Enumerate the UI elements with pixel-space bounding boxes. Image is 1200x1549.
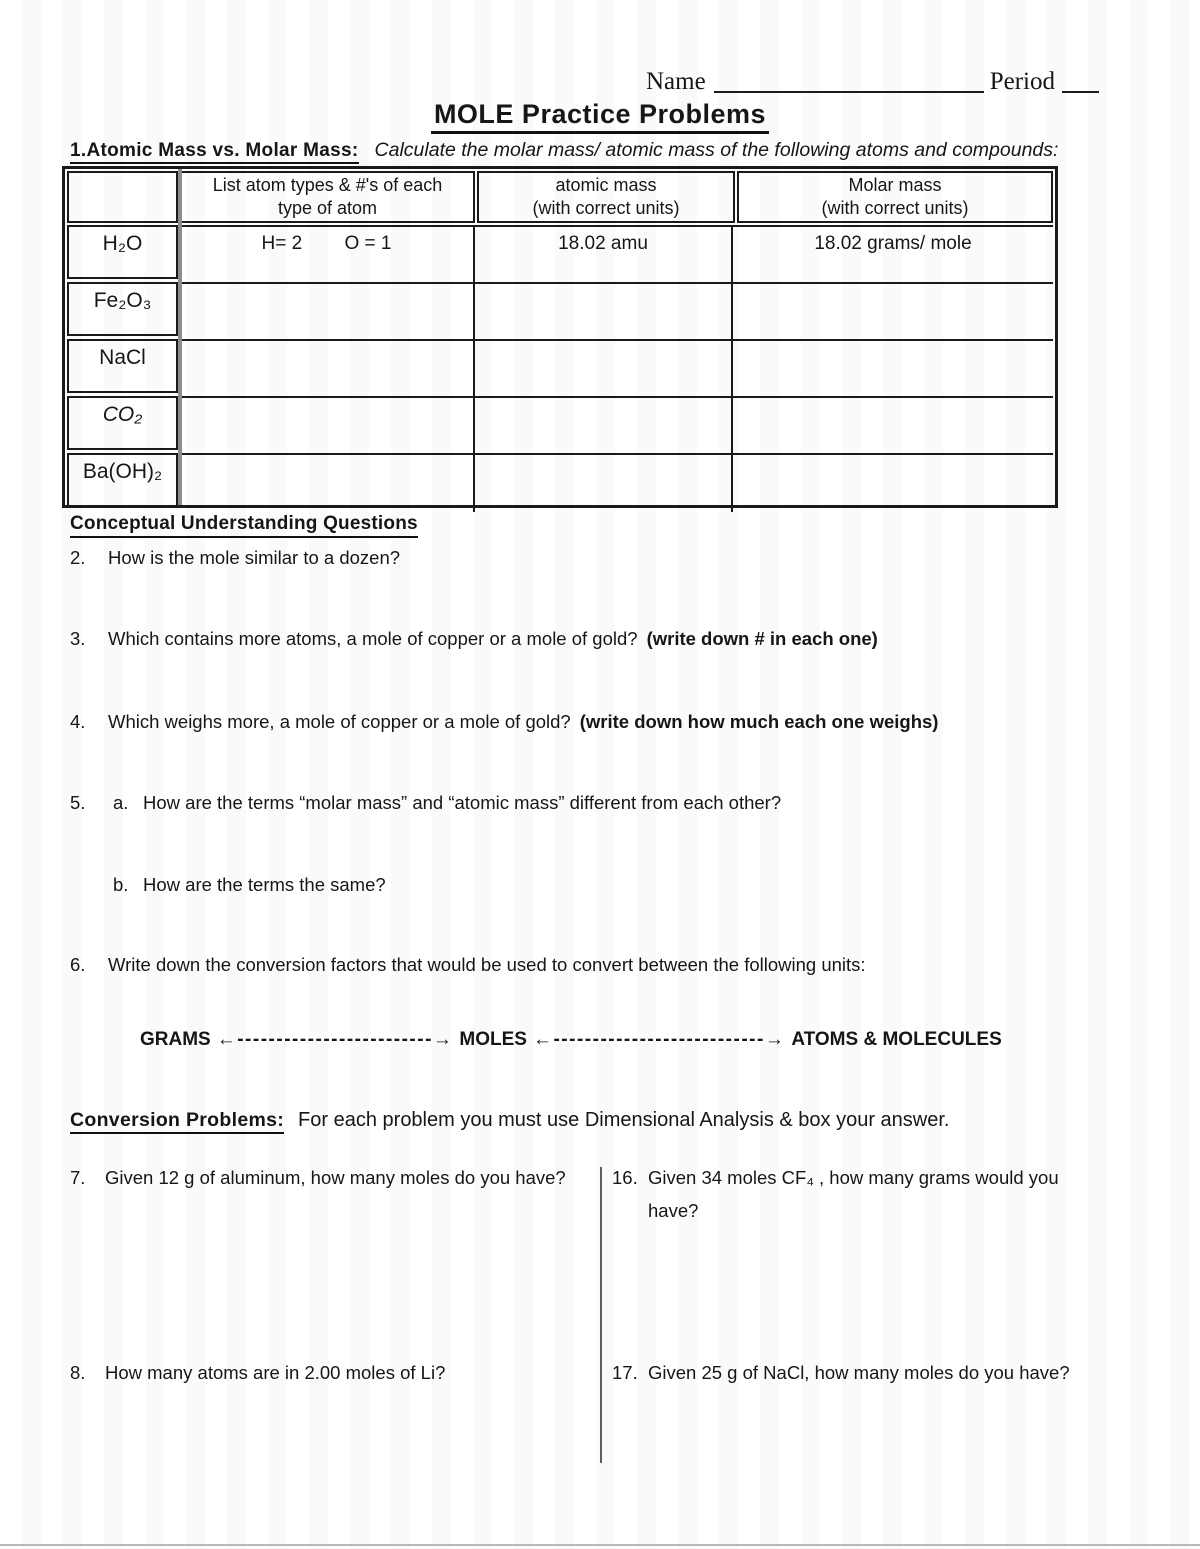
period-label: Period <box>989 68 1055 95</box>
diagram-atoms-label: ATOMS & MOLECULES <box>791 1029 1002 1050</box>
cell-co2-atoms <box>180 398 475 455</box>
problems-column-divider <box>600 1167 602 1463</box>
cell-baoh2-atoms <box>180 455 475 512</box>
conversion-diagram <box>140 1029 1002 1051</box>
cell-baoh2-molar-mass <box>733 455 1053 512</box>
problem-17 <box>612 1356 1070 1389</box>
question-2-number: 2. <box>70 547 86 568</box>
cell-baoh2-atomic-mass <box>475 455 733 512</box>
question-5b-letter: b. <box>113 874 129 895</box>
formula-fe2o3: Fe₂O₃ <box>67 282 178 336</box>
header-line: (with correct units) <box>532 198 680 218</box>
conversion-heading-row <box>70 1109 949 1132</box>
period-blank-field <box>1062 69 1099 93</box>
table-column-divider <box>178 169 182 505</box>
diagram-moles-label: MOLES <box>459 1029 527 1050</box>
name-label: Name <box>646 68 706 95</box>
problem-8 <box>70 1356 445 1389</box>
problem-16-number: 16. <box>612 1167 638 1188</box>
question-5a-letter: a. <box>113 792 129 813</box>
diagram-grams-label: GRAMS <box>140 1029 211 1050</box>
table-grid <box>180 225 1053 512</box>
question-4-text: Which weighs more, a mole of copper or a mole of gold? <box>108 711 571 732</box>
cell-fe2o3-molar-mass <box>733 284 1053 341</box>
problem-8-text: How many atoms are in 2.00 moles of Li? <box>105 1362 446 1383</box>
table-header-atomic-mass <box>477 171 735 223</box>
formula-co2: CO₂ <box>67 396 178 450</box>
problem-16-text <box>648 1161 1108 1227</box>
question-4-number: 4. <box>70 711 86 732</box>
cell-h2o-atoms: H= 2 O = 1 <box>180 227 475 284</box>
problem-16-line1: Given 34 moles CF₄ , how many grams would you <box>648 1167 1059 1188</box>
question-5-number: 5. <box>70 792 86 813</box>
question-3-bold-note: (write down # in each one) <box>646 628 878 649</box>
cell-nacl-atoms <box>180 341 475 398</box>
moles-atoms-arrow: ←---------------------------→ <box>532 1029 786 1050</box>
question-6-number: 6. <box>70 954 86 975</box>
problem-16-line2: have? <box>648 1200 699 1221</box>
conversion-heading: Conversion Problems: <box>70 1109 284 1134</box>
cell-co2-molar-mass <box>733 398 1053 455</box>
cell-nacl-atomic-mass <box>475 341 733 398</box>
table-header-molar-mass <box>737 171 1053 223</box>
cell-fe2o3-atomic-mass <box>475 284 733 341</box>
page-bottom-edge <box>0 1544 1200 1546</box>
title-row <box>0 99 1200 134</box>
question-5a <box>70 790 781 816</box>
header-line: List atom types & #'s of each <box>212 175 443 195</box>
section1-heading: 1.Atomic Mass vs. Molar Mass: <box>70 140 359 164</box>
cell-co2-atomic-mass <box>475 398 733 455</box>
header-line: Molar mass <box>848 175 942 195</box>
cell-h2o-molar-mass: 18.02 grams/ mole <box>733 227 1053 284</box>
header-line: atomic mass <box>555 175 657 195</box>
problem-17-number: 17. <box>612 1362 638 1383</box>
header-line: type of atom <box>277 198 378 218</box>
section1-instruction: Calculate the molar mass/ atomic mass of the following atoms and compounds: <box>374 139 1059 161</box>
header-line: (with correct units) <box>821 198 969 218</box>
name-blank-field <box>714 69 984 93</box>
question-3-number: 3. <box>70 628 86 649</box>
question-3-text: Which contains more atoms, a mole of copper or a mole of gold? <box>108 628 638 649</box>
question-5b <box>113 872 386 898</box>
table-header-blank <box>67 171 178 223</box>
formula-baoh2: Ba(OH)₂ <box>67 453 178 508</box>
cell-nacl-molar-mass <box>733 341 1053 398</box>
name-period-line <box>646 68 1099 96</box>
question-5a-text: How are the terms “molar mass” and “atomic mass” different from each other? <box>143 792 782 813</box>
problem-8-number: 8. <box>70 1362 86 1383</box>
question-2 <box>70 545 400 571</box>
question-6 <box>70 952 866 978</box>
problem-7-number: 7. <box>70 1167 86 1188</box>
problem-7 <box>70 1161 566 1194</box>
question-4-bold-note: (write down how much each one weighs) <box>579 711 939 732</box>
question-2-text: How is the mole similar to a dozen? <box>108 547 401 568</box>
section1-heading-row <box>70 139 1058 162</box>
table-header-atom-types <box>180 171 475 223</box>
table-header-row <box>67 171 1053 223</box>
formula-h2o: H₂O <box>67 225 178 279</box>
question-4 <box>70 709 938 735</box>
conceptual-heading-text: Conceptual Understanding Questions <box>70 513 418 538</box>
cell-h2o-atomic-mass: 18.02 amu <box>475 227 733 284</box>
problem-7-text: Given 12 g of aluminum, how many moles do you have? <box>105 1167 566 1188</box>
conversion-instruction: For each problem you must use Dimensional Analysis & box your answer. <box>298 1109 950 1131</box>
question-3 <box>70 626 878 652</box>
question-6-text: Write down the conversion factors that would be used to convert between the following units: <box>108 954 866 975</box>
page-title: MOLE Practice Problems <box>431 99 769 134</box>
formula-nacl: NaCl <box>67 339 178 393</box>
formula-column <box>67 225 178 512</box>
mass-table <box>62 166 1058 508</box>
table-body <box>67 225 1053 512</box>
problem-16 <box>612 1161 1108 1227</box>
conceptual-heading <box>70 513 418 535</box>
grams-moles-arrow: ←-------------------------→ <box>216 1029 454 1050</box>
question-5b-text: How are the terms the same? <box>143 874 386 895</box>
problem-17-text: Given 25 g of NaCl, how many moles do you have? <box>648 1362 1070 1383</box>
cell-fe2o3-atoms <box>180 284 475 341</box>
